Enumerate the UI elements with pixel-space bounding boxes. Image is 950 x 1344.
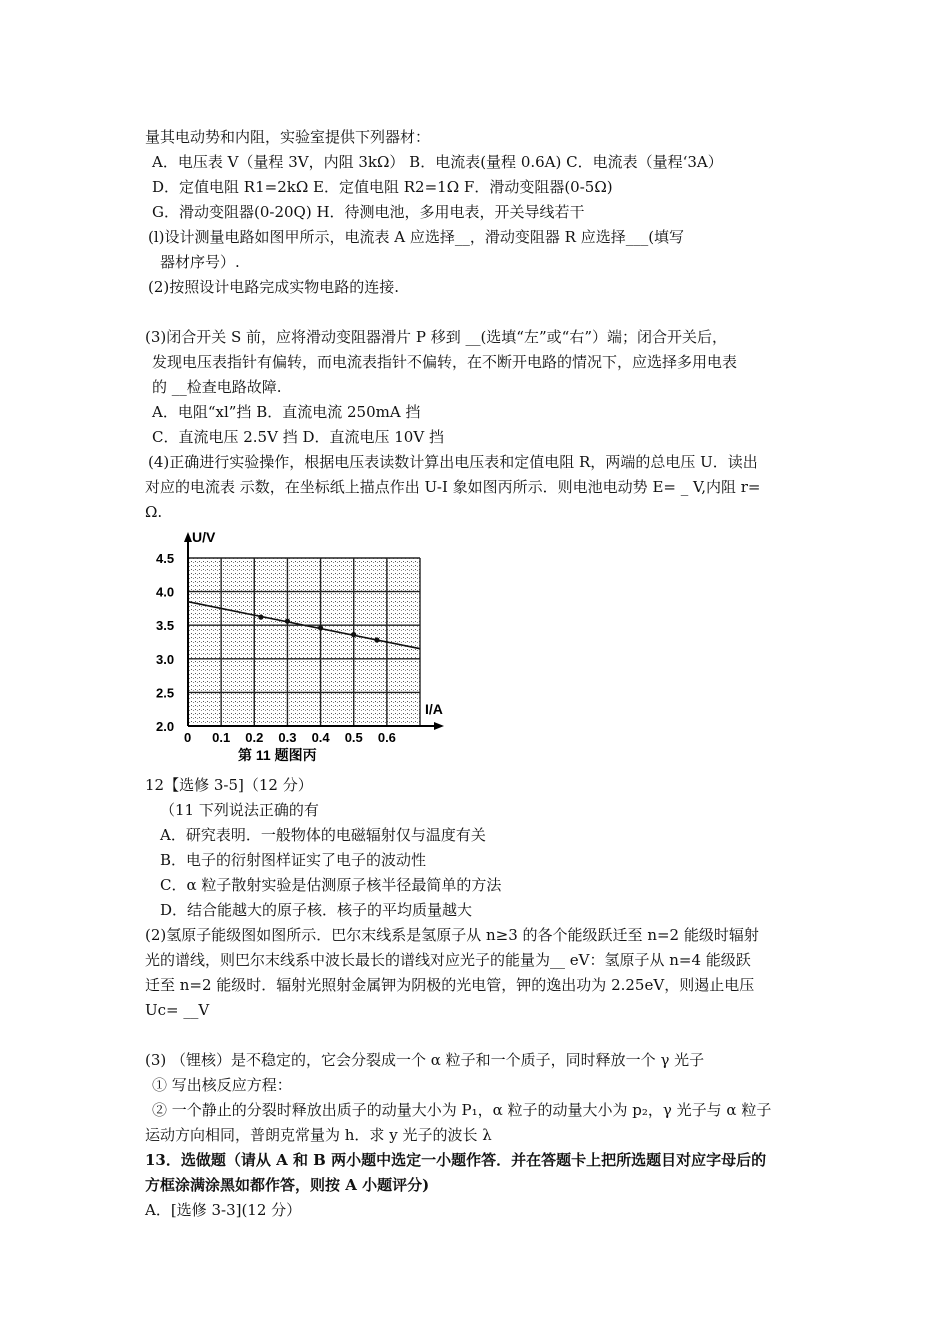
text-line: 运动方向相同，普朗克常量为 h．求 y 光子的波长 λ bbox=[145, 1126, 492, 1144]
text-line: 的 __检查电路故障. bbox=[152, 378, 282, 396]
data-point bbox=[285, 619, 290, 624]
text-line: Ω. bbox=[145, 503, 163, 521]
u-i-graph bbox=[150, 528, 450, 766]
text-line: A．[选修 3-3](12 分） bbox=[145, 1201, 302, 1219]
y-tick-label: 4.0 bbox=[156, 584, 175, 600]
text-line: B．电子的衍射图样证实了电子的波动性 bbox=[160, 851, 427, 869]
y-axis-label: U/V bbox=[192, 529, 216, 545]
text-line: G．滑动变阻器(0-20Q) H．待测电池，多用电表，开关导线若干 bbox=[152, 203, 585, 221]
text-line: 13．选做题（请从 A 和 B 两小题中选定一小题作答．并在答题卡上把所选题目对应字母后的 bbox=[145, 1151, 767, 1169]
text-line: 迁至 n=2 能级时．辐射光照射金属钾为阴极的光电管，钾的逸出功为 2.25eV，则遏止电压 bbox=[145, 976, 755, 994]
y-axis-arrow bbox=[184, 532, 192, 542]
text-line: D．结合能越大的原子核．核子的平均质量越大 bbox=[160, 901, 473, 919]
text-line: ① 写出核反应方程： bbox=[152, 1076, 292, 1094]
text-line: 器材序号）. bbox=[160, 253, 240, 271]
y-tick-label: 2.0 bbox=[156, 719, 175, 734]
text-line: (l)设计测量电路如图甲所示，电流表 A 应选择__，滑动变阻器 R 应选择___(填写 bbox=[148, 228, 685, 246]
text-line: (4)正确进行实验操作，根据电压表读数计算出电压表和定值电阻 R，两端的总电压 U．读出 bbox=[148, 453, 758, 471]
text-line: 发现电压表指针有偏转，而电流表指针不偏转，在不断开电路的情况下，应选择多用电表 bbox=[152, 353, 738, 371]
u-i-graph-svg bbox=[150, 528, 450, 766]
x-tick-label: 0.3 bbox=[278, 730, 297, 745]
text-line: (2)按照设计电路完成实物电路的连接. bbox=[148, 278, 400, 296]
text-line: 光的谱线，则巴尔末线系中波长最长的谱线对应光子的能量为__ eV：氢原子从 n=4 能级跃 bbox=[145, 951, 751, 969]
x-axis-label: I/A bbox=[425, 701, 443, 717]
text-line: (3)闭合开关 S 前，应将滑动变阻器滑片 P 移到 __(选填“左”或“右”）端；闭合开关后， bbox=[145, 328, 727, 346]
text-line: D．定值电阻 R1=2kΩ E．定值电阻 R2=1Ω F．滑动变阻器(0-5Ω) bbox=[152, 178, 613, 196]
figure-caption: 第 11 题图丙 bbox=[238, 747, 317, 763]
text-line: Uc= __V bbox=[145, 1001, 210, 1019]
text-line: A．研究表明．一般物体的电磁辐射仅与温度有关 bbox=[160, 826, 486, 844]
text-line: C．直流电压 2.5V 挡 D．直流电压 10V 挡 bbox=[152, 428, 444, 446]
data-point bbox=[351, 632, 356, 637]
x-tick-label: 0 bbox=[184, 730, 192, 745]
text-line: （11 下列说法正确的有 bbox=[160, 801, 319, 819]
text-line: (3) （锂核）是不稳定的，它会分裂成一个 α 粒子和一个质子，同时释放一个 γ 光子 bbox=[145, 1051, 705, 1069]
text-line: ② 一个静止的分裂时释放出质子的动量大小为 P₁，α 粒子的动量大小为 p₂，γ 光子与 α 粒子 bbox=[152, 1101, 772, 1119]
x-axis-arrow bbox=[434, 722, 444, 730]
text-line: 12【选修 3-5]（12 分） bbox=[145, 776, 313, 794]
text-line: A．电压表 V（量程 3V，内阻 3kΩ） B．电流表(量程 0.6A) C．电流表（量程‘3A） bbox=[152, 153, 723, 171]
x-tick-label: 0.1 bbox=[212, 730, 231, 745]
data-point bbox=[258, 615, 263, 620]
data-point bbox=[318, 625, 323, 630]
data-point bbox=[374, 637, 379, 642]
y-tick-label: 2.5 bbox=[156, 685, 175, 701]
y-tick-label: 3.5 bbox=[156, 618, 175, 634]
text-line: A．电阻“xl”挡 B．直流电流 250mA 挡 bbox=[152, 403, 421, 421]
y-tick-label: 4.5 bbox=[156, 551, 175, 566]
text-line: 对应的电流表 示数，在坐标纸上描点作出 U-I 象如图丙所示．则电池电动势 E= _ V,内阻 r= bbox=[145, 478, 761, 496]
x-tick-label: 0.5 bbox=[344, 730, 363, 745]
text-line: 方框涂满涂黑如都作答，则按 A 小题评分) bbox=[145, 1176, 430, 1194]
text-line: 量其电动势和内阻，实验室提供下列器材： bbox=[145, 128, 431, 146]
text-line: (2)氢原子能级图如图所示．巴尔末线系是氢原子从 n≥3 的各个能级跃迁至 n=2 能级时辐射 bbox=[145, 926, 759, 944]
x-tick-label: 0.4 bbox=[311, 730, 330, 745]
y-tick-label: 3.0 bbox=[156, 651, 175, 667]
text-line: C．α 粒子散射实验是估测原子核半径最简单的方法 bbox=[160, 876, 502, 894]
x-tick-label: 0.6 bbox=[377, 730, 396, 745]
x-tick-label: 0.2 bbox=[245, 730, 264, 745]
